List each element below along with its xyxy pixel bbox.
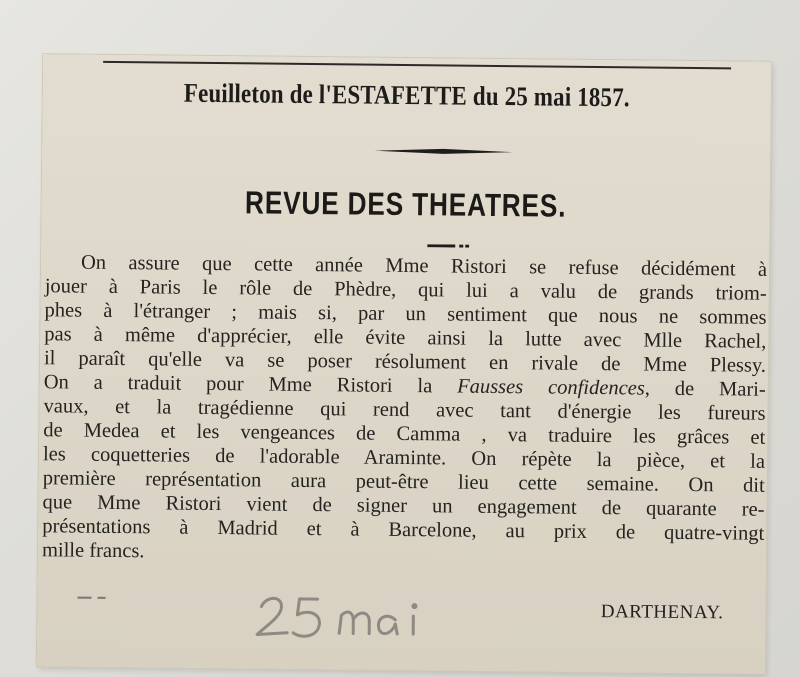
- body-line-6-end: , de Mari-: [644, 377, 766, 401]
- body-line-7: vaux, et la tragédienne qui rend avec tant d'énergie les fureurs: [43, 395, 766, 425]
- body-line-4: pas à même d'apprécier, elle évite ainsi la lutte avec Mlle Rachel,: [44, 323, 767, 353]
- body-line-11: que Mme Ristori vient de signer un engagement de quarante re-: [42, 491, 765, 521]
- body-line-3: phes à l'étranger ; mais si, par un sentiment que nous ne sommes: [44, 299, 767, 329]
- top-rule: [103, 61, 731, 70]
- body-line-5: il paraît qu'elle va se poser résolument en rivale de Mme Plessy.: [43, 347, 767, 377]
- play-title: Fausses confidences: [457, 375, 645, 400]
- body-line-10: première représentation aura peut-être lieu cette semaine. On dit: [42, 467, 765, 497]
- ornament-divider: [374, 148, 512, 155]
- title-underline: [427, 244, 469, 247]
- newspaper-clipping: [37, 54, 771, 674]
- article-title: REVUE DES THEATRES.: [244, 184, 567, 224]
- body-line-8: de Medea et les vengeances de Camma , va traduire les grâces et: [43, 419, 766, 449]
- body-line-6-start: On a traduit pour Mme Ristori la: [43, 371, 458, 398]
- masthead: Feuilleton de l'ESTAFETTE du 25 mai 1857.: [183, 77, 630, 113]
- article-body: [42, 250, 767, 570]
- body-line-13: mille francs.: [41, 539, 145, 563]
- body-line-9: les coquetteries de l'adorable Araminte. On répète la pièce, et la: [42, 443, 766, 473]
- faint-printed-mark: [58, 594, 138, 601]
- author-signature: DARTHENAY.: [600, 601, 724, 624]
- body-line-2: jouer à Paris le rôle de Phèdre, qui lui a valu de grands triom-: [44, 275, 767, 305]
- body-line-1: On assure que cette année Mme Ristori se refuse décidément à: [80, 251, 768, 281]
- body-line-12: présentations à Madrid et à Barcelone, au prix de quatre-vingt: [42, 515, 765, 545]
- handwritten-date: [247, 584, 458, 646]
